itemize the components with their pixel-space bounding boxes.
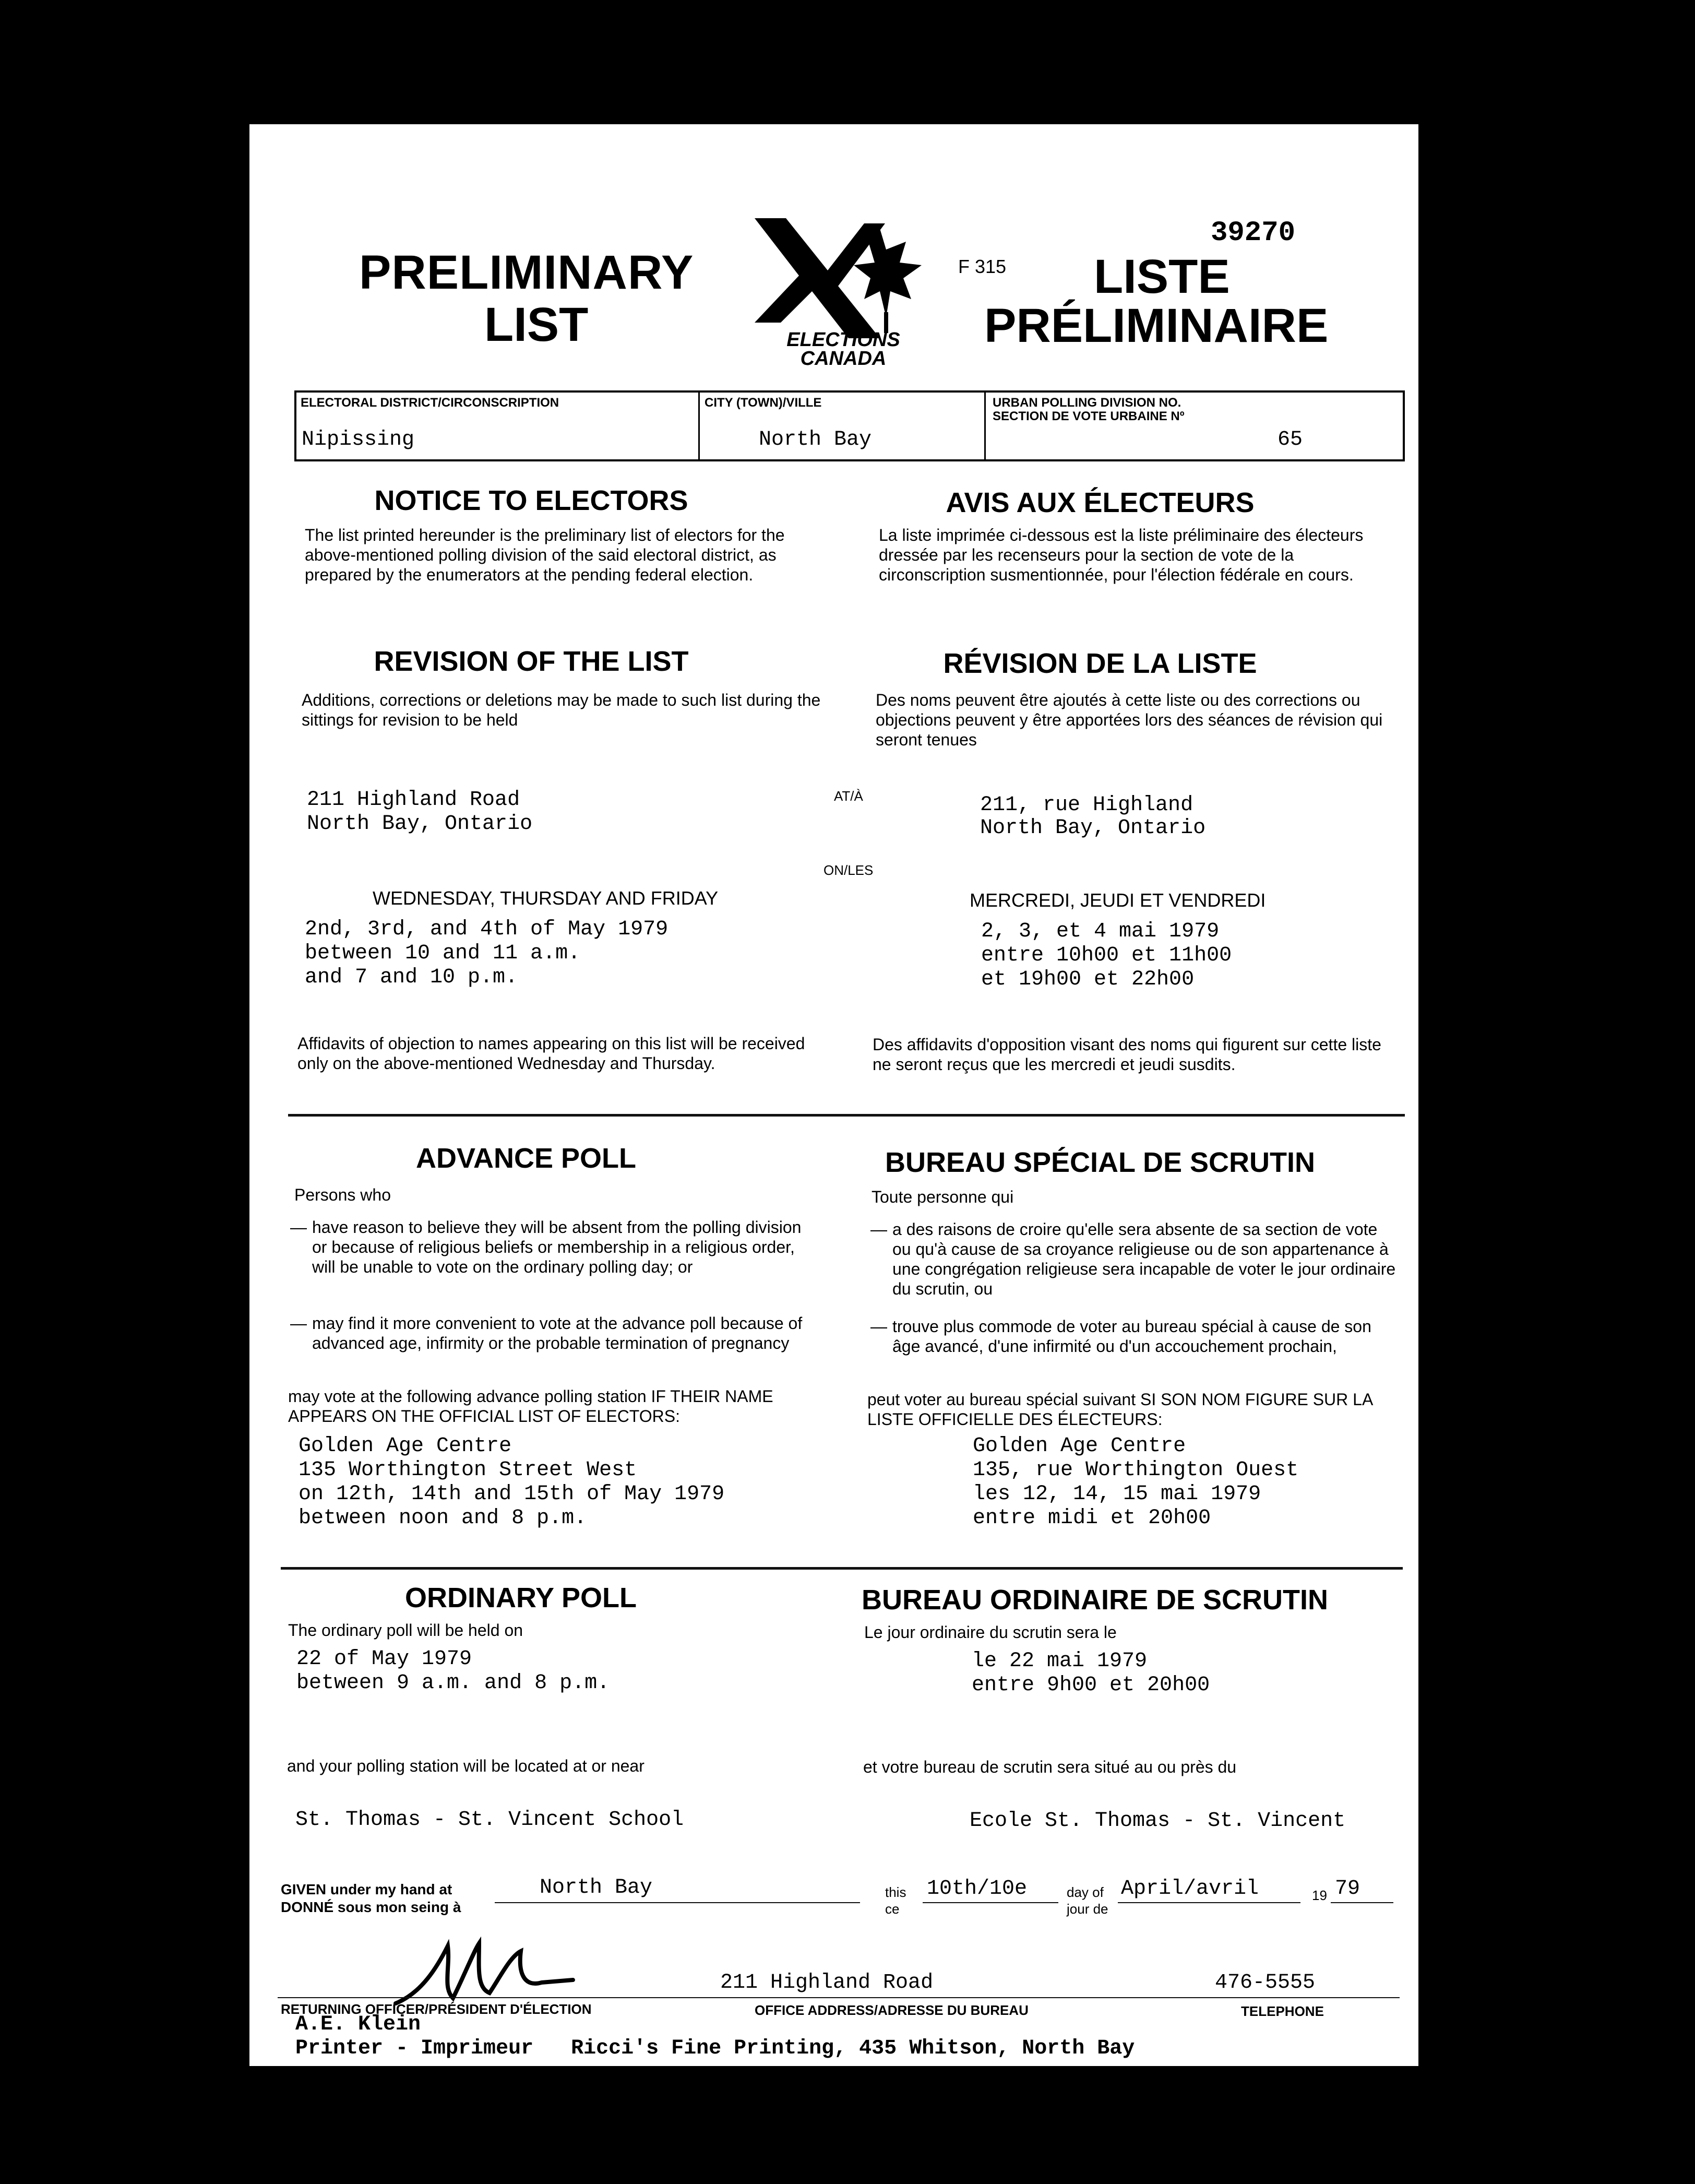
affidavit-fr: Des affidavits d'opposition visant des noms qui figurent sur cette liste ne seront reçus que les mercredi et jeudi susdits. — [873, 1035, 1381, 1074]
logo-text-2: CANADA — [800, 348, 887, 370]
title-fr-2: PRÉLIMINAIRE — [984, 299, 1329, 352]
dayof-label-2: jour de — [1067, 1901, 1108, 1917]
ordinary-intro-en: The ordinary poll will be held on — [288, 1621, 523, 1640]
office-phone: 476-5555 — [1215, 1971, 1316, 1995]
revision-title-en: REVISION OF THE LIST — [374, 646, 689, 677]
division-value: 65 — [1278, 428, 1303, 452]
advance-typed-en-3: on 12th, 14th and 15th of May 1979 — [299, 1482, 725, 1506]
given-month: April/avril — [1121, 1877, 1259, 1901]
advance-typed-en-2: 135 Worthington Street West — [299, 1458, 637, 1482]
serial-number: 39270 — [1211, 217, 1296, 249]
revision-days-en: WEDNESDAY, THURSDAY AND FRIDAY — [373, 887, 719, 909]
advance-title-fr: BUREAU SPÉCIAL DE SCRUTIN — [885, 1147, 1316, 1178]
ordinary-title-en: ORDINARY POLL — [404, 1582, 637, 1613]
division-label-1: URBAN POLLING DIVISION NO. — [993, 396, 1181, 410]
printer-line: Printer - Imprimeur Ricci's Fine Printing, 435 Whitson, North Bay — [295, 2037, 1135, 2060]
advance-bullet-en-2-text: may find it more convenient to vote at the advance poll because of advanced age, infirmity or the probable termination of pregnancy — [312, 1314, 803, 1352]
advance-outro-en: may vote at the following advance polling station IF THEIR NAME APPEARS ON THE OFFICIAL LIST OF ELECTORS: — [288, 1387, 773, 1426]
ordinary-typed-en-2: between 9 a.m. and 8 p.m. — [296, 1671, 610, 1695]
ordinary-typed-fr-2: entre 9h00 et 20h00 — [972, 1673, 1210, 1697]
city-label: CITY (TOWN)/VILLE — [705, 396, 822, 410]
officer-name: A.E. Klein — [295, 2013, 421, 2036]
dash-icon: — — [870, 1220, 887, 1239]
revision-date-fr-1: 2, 3, et 4 mai 1979 — [981, 920, 1220, 943]
division-label-2: SECTION DE VOTE URBAINE Nº — [993, 409, 1185, 423]
address-label: OFFICE ADDRESS/ADRESSE DU BUREAU — [755, 2002, 1029, 2018]
advance-typed-en-1: Golden Age Centre — [299, 1434, 512, 1458]
dayof-label-1: day of — [1067, 1884, 1104, 1900]
year-underline — [1331, 1902, 1393, 1903]
district-label: ELECTORAL DISTRICT/CIRCONSCRIPTION — [301, 396, 559, 410]
advance-typed-en-4: between noon and 8 p.m. — [299, 1506, 587, 1530]
station-label-fr: et votre bureau de scrutin sera situé au ou près du — [863, 1758, 1237, 1776]
ordinary-typed-en-1: 22 of May 1979 — [296, 1647, 472, 1671]
notice-text-fr: La liste imprimée ci-dessous est la liste préliminaire des électeurs dressée par les recenseurs pour la section de vote de la circonscription susmentionnée, pour l'élection fédérale en cours. — [879, 526, 1364, 584]
advance-bullet-fr-2-text: trouve plus commode de voter au bureau spécial à cause de son âge avancé, d'une infirmité ou d'un accouchement prochain, — [892, 1317, 1371, 1356]
revision-date-en-3: and 7 and 10 p.m. — [305, 966, 518, 989]
on-label: ON/LES — [823, 862, 874, 878]
advance-bullet-fr-1 — [870, 1219, 1398, 1299]
dash-icon: — — [290, 1218, 307, 1237]
ordinary-intro-fr: Le jour ordinaire du scrutin sera le — [864, 1623, 1117, 1642]
revision-days-fr: MERCREDI, JEUDI ET VENDREDI — [970, 889, 1266, 911]
advance-intro-en: Persons who — [294, 1185, 391, 1204]
revision-date-fr-3: et 19h00 et 22h00 — [981, 968, 1195, 991]
at-label: AT/À — [834, 788, 863, 804]
elections-canada-logo — [749, 213, 937, 370]
revision-text-fr: Des noms peuvent être ajoutés à cette liste ou des corrections ou objections peuvent y être apportées lors des séances de révision qui seront tenues — [876, 691, 1383, 749]
district-value: Nipissing — [302, 428, 415, 452]
station-fr: Ecole St. Thomas - St. Vincent — [970, 1809, 1346, 1833]
title-en-1: PRELIMINARY — [359, 246, 694, 299]
affidavit-en: Affidavits of objection to names appearing on this list will be received only on the above-mentioned Wednesday and Thursday. — [297, 1034, 805, 1073]
given-day: 10th/10e — [927, 1877, 1028, 1901]
divider-1 — [288, 1114, 1405, 1117]
title-en-2: LIST — [484, 298, 589, 351]
advance-typed-fr-2: 135, rue Worthington Ouest — [973, 1458, 1299, 1482]
revision-title-fr: RÉVISION DE LA LISTE — [943, 648, 1257, 679]
advance-title-en: ADVANCE POLL — [415, 1143, 636, 1174]
ordinary-typed-fr-1: le 22 mai 1979 — [972, 1649, 1148, 1673]
advance-typed-fr-4: entre midi et 20h00 — [973, 1506, 1211, 1530]
notice-title-en: NOTICE TO ELECTORS — [374, 485, 688, 516]
given-place: North Bay — [540, 1876, 653, 1900]
advance-outro-fr: peut voter au bureau spécial suivant SI SON NOM FIGURE SUR LA LISTE OFFICIELLE DES ÉLECTEURS: — [867, 1390, 1372, 1429]
revision-text-en: Additions, corrections or deletions may be made to such list during the sittings for revision to be held — [302, 691, 821, 729]
place-underline — [495, 1902, 860, 1903]
signature-line — [278, 1997, 1400, 1998]
form-number: F 315 — [958, 256, 1007, 277]
revision-date-en-1: 2nd, 3rd, and 4th of May 1979 — [305, 918, 669, 941]
advance-typed-fr-3: les 12, 14, 15 mai 1979 — [973, 1482, 1261, 1506]
advance-bullet-fr-1-text: a des raisons de croire qu'elle sera absente de sa section de vote ou qu'à cause de sa croyance religieuse ou de son appartenance à une congrégation religieuse sera incapable de voter le jour ordinaire du scrutin, ou — [892, 1220, 1396, 1298]
ordinary-title-fr: BUREAU ORDINAIRE DE SCRUTIN — [861, 1584, 1329, 1616]
revision-address-en-2: North Bay, Ontario — [307, 812, 533, 836]
revision-address-en-1: 211 Highland Road — [307, 788, 520, 812]
advance-bullet-en-2 — [290, 1313, 817, 1353]
station-label-en: and your polling station will be located at or near — [287, 1756, 644, 1775]
revision-date-en-2: between 10 and 11 a.m. — [305, 942, 581, 965]
month-underline — [1118, 1902, 1300, 1903]
phone-label: TELEPHONE — [1241, 2003, 1324, 2019]
given-label-1: GIVEN under my hand at — [281, 1881, 452, 1897]
given-year: 79 — [1335, 1877, 1360, 1901]
advance-bullet-fr-2 — [870, 1316, 1398, 1356]
revision-address-fr-2: North Bay, Ontario — [980, 816, 1206, 840]
officer-label: RETURNING OFFICER/PRÉSIDENT D'ÉLECTION — [281, 2001, 592, 2017]
this-label-1: this — [885, 1884, 906, 1900]
cell-divider-2 — [984, 393, 986, 459]
city-value: North Bay — [759, 428, 872, 452]
advance-intro-fr: Toute personne qui — [872, 1188, 1014, 1206]
dash-icon: — — [870, 1317, 887, 1336]
divider-2 — [281, 1567, 1403, 1570]
notice-text-en: The list printed hereunder is the preliminary list of electors for the above-mentioned polling division of the said electoral district, as prepared by the enumerators at the pending federal election. — [305, 526, 785, 584]
advance-bullet-en-1-text: have reason to believe they will be absent from the polling division or because of religious beliefs or membership in a religious order, will be unable to vote on the ordinary polling day; or — [312, 1218, 802, 1276]
document-page — [249, 124, 1418, 2066]
this-label-2: ce — [885, 1901, 900, 1917]
revision-date-fr-2: entre 10h00 et 11h00 — [981, 944, 1232, 967]
advance-typed-fr-1: Golden Age Centre — [973, 1434, 1186, 1458]
title-fr-1: LISTE — [1094, 250, 1230, 303]
dash-icon: — — [290, 1314, 307, 1333]
logo-text-1: ELECTIONS — [786, 329, 900, 351]
cell-divider-1 — [698, 393, 700, 459]
revision-address-fr-1: 211, rue Highland — [980, 793, 1193, 817]
office-address: 211 Highland Road — [720, 1971, 934, 1995]
day-underline — [923, 1902, 1058, 1903]
advance-bullet-en-1 — [290, 1217, 817, 1277]
fields-box — [294, 390, 1405, 461]
notice-title-fr: AVIS AUX ÉLECTEURS — [946, 487, 1255, 518]
given-label-2: DONNÉ sous mon seing à — [281, 1899, 461, 1915]
station-en: St. Thomas - St. Vincent School — [295, 1808, 684, 1832]
year-prefix: 19 — [1312, 1888, 1327, 1903]
